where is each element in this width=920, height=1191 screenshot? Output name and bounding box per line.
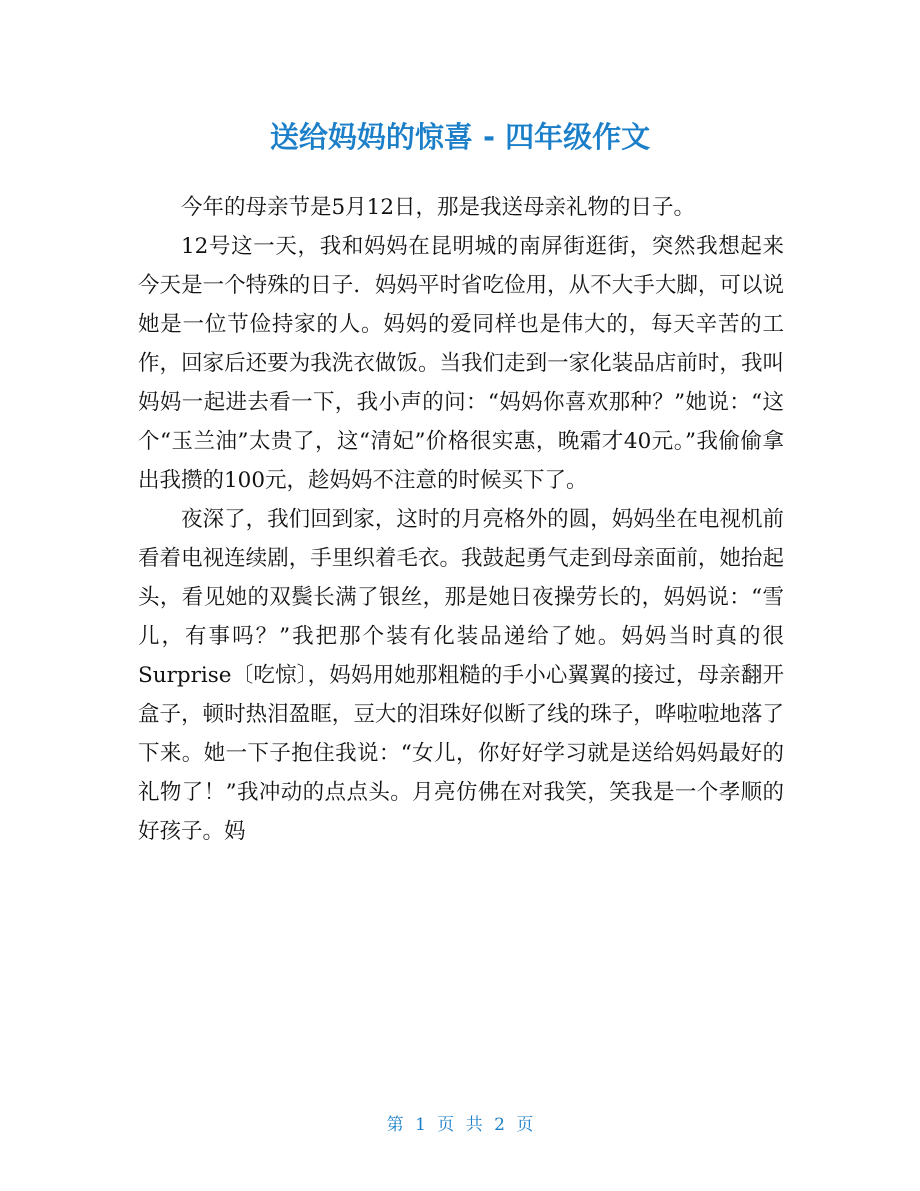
- paragraph-1: 今年的母亲节是5月12日，那是我送母亲礼物的日子。: [181, 195, 696, 220]
- page-title: 送给妈妈的惊喜 - 四年级作文: [269, 120, 651, 154]
- footer-label-page: 第: [386, 1115, 404, 1135]
- document-body: [138, 188, 784, 851]
- paragraph-3: 夜深了，我们回到家，这时的月亮格外的圆，妈妈坐在电视机前看着电视连续剧，手里织着毛衣。我鼓起勇气走到母亲面前，她抬起头，看见她的双鬓长满了银丝，那是她日夜操劳长的，妈妈说：“雪儿，有事吗？”我把那个装有化装品递给了她。妈妈当时真的很Surprise〔吃惊〕，妈妈用她那粗糙的手小心翼翼的接过，母亲翻开盒子，顿时热泪盈眶，豆大的泪珠好似断了线的珠子，哗啦啦地落了下来。她一下子抱住我说：“女儿，你好好学习就是送给妈妈最好的礼物了！”我冲动的点点头。月亮仿佛在对我笑，笑我是一个孝顺的好孩子。妈: [138, 507, 784, 844]
- page-footer: [0, 1112, 920, 1138]
- footer-total-pages: 2: [494, 1115, 505, 1135]
- paragraph-2: 12号这一天，我和妈妈在昆明城的南屏街逛街，突然我想起来今天是一个特殊的日子．妈妈平时省吃俭用，从不大手大脚，可以说她是一位节俭持家的人。妈妈的爱同样也是伟大的，每天辛苦的工作，回家后还要为我洗衣做饭。当我们走到一家化装品店前时，我叫妈妈一起进去看一下，我小声的问：“妈妈你喜欢那种？”她说：“这个“玉兰油”太贵了，这“清妃”价格很实惠，晚霜才40元。”我偷偷拿出我攒的100元，趁妈妈不注意的时候买下了。: [138, 234, 784, 493]
- footer-current-page: 1: [415, 1115, 426, 1135]
- footer-label-total: 共: [465, 1115, 483, 1135]
- footer-label-unit: 页: [437, 1115, 455, 1135]
- footer-label-unit2: 页: [516, 1115, 534, 1135]
